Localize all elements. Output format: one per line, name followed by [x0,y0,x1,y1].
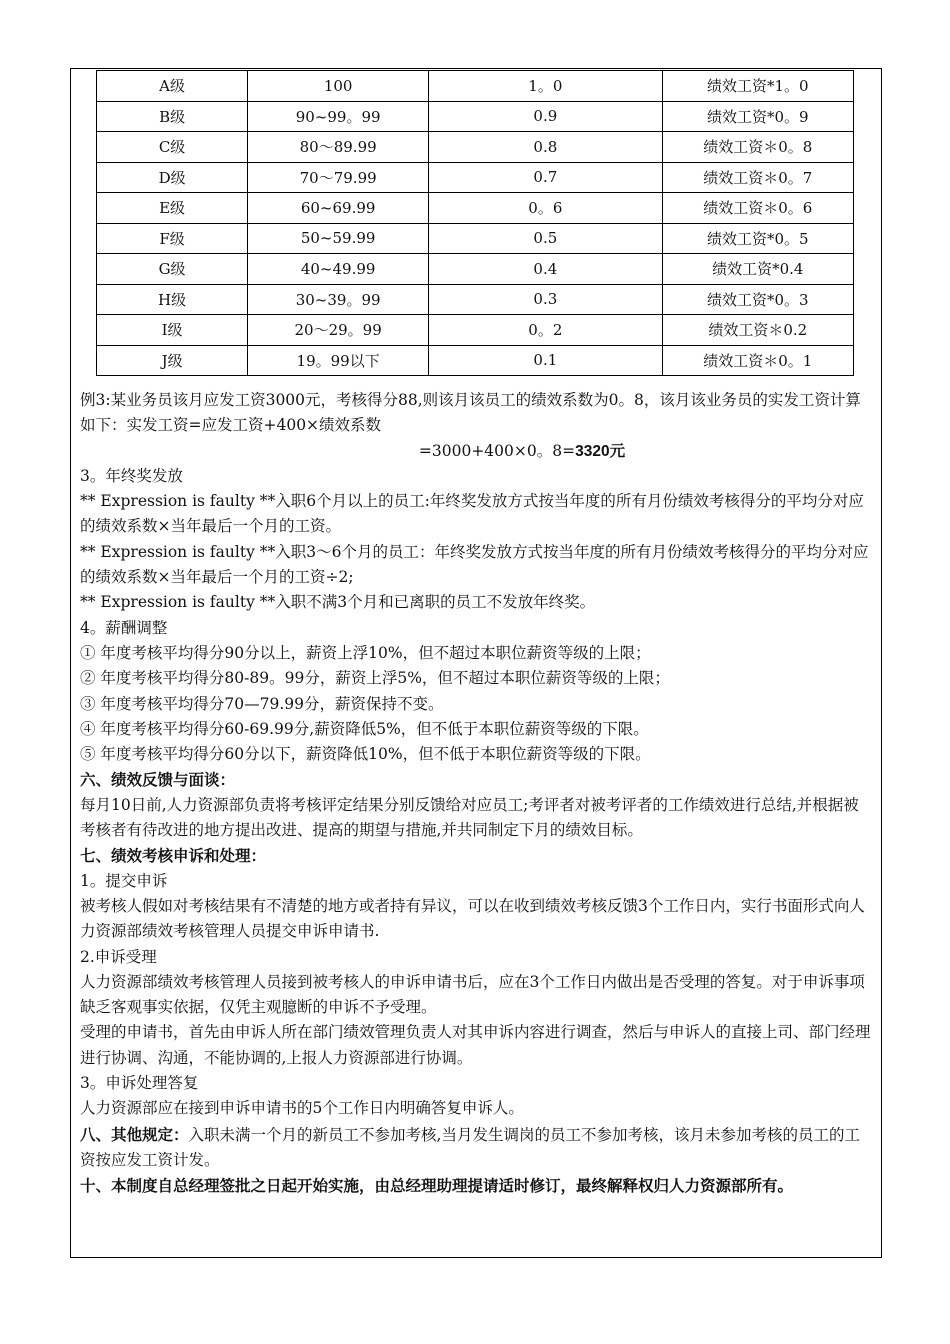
coefficient-cell: 0。6 [429,193,662,224]
coefficient-cell: 0.7 [429,162,662,193]
formula-cell: 绩效工资＊0。8 [662,132,853,163]
coefficient-cell: 0.3 [429,284,662,315]
section-8-heading: 八、其他规定： [80,1124,189,1144]
grade-cell: F级 [97,223,248,254]
salary-adjust-item: ① 年度考核平均得分90分以上，薪资上浮10%，但不超过本职位薪资等级的上限； [80,643,651,662]
section-7-sub3-text: 人力资源部应在接到申诉申请书的5个工作日内明确答复申诉人。 [80,1099,524,1118]
section-10-text: 十、本制度自总经理签批之日起开始实施，由总经理助理提请适时修订，最终解释权归人力资源部所有。 [80,1176,794,1196]
grade-cell: C级 [97,132,248,163]
formula-cell: 绩效工资*0。9 [662,101,853,132]
grade-row [97,254,854,285]
grade-row [97,315,854,346]
formula-cell: 绩效工资*0.4 [662,254,853,285]
grade-cell: E级 [97,193,248,224]
section-8-text: 入职未满一个月的新员工不参加考核,当月发生调岗的员工不参加考核，该月未参加考核的员工的工资按应发工资计发。 [80,1125,860,1169]
score-range-cell: 60~69.99 [248,193,429,224]
score-range-cell: 50~59.99 [248,223,429,254]
year-bonus-item-1: ** Expression is faulty **入职6个月以上的员工:年终奖发放方式按当年度的所有月份绩效考核得分的平均分对应的绩效系数×当年最后一个月的工资。 [80,492,864,536]
year-bonus-heading: 3。年终奖发放 [80,466,183,485]
section-7-sub3-heading: 3。申诉处理答复 [80,1074,199,1093]
grade-cell: G级 [97,254,248,285]
grade-cell: H级 [97,284,248,315]
score-range-cell: 90~99。99 [248,101,429,132]
score-range-cell: 40~49.99 [248,254,429,285]
example-text: 例3:某业务员该月应发工资3000元，考核得分88,则该月该员工的绩效系数为0。8，该月该业务员的实发工资计算如下：实发工资=应发工资+400×绩效系数 [80,391,861,435]
year-bonus-item-3: ** Expression is faulty **入职不满3个月和已离职的员工不发放年终奖。 [80,593,596,612]
grade-row [97,345,854,376]
formula-cell: 绩效工资＊0。6 [662,193,853,224]
formula-cell: 绩效工资*0。5 [662,223,853,254]
salary-adjust-item: ② 年度考核平均得分80-89。99分，薪资上浮5%，但不超过本职位薪资等级的上限； [80,669,670,688]
score-range-cell: 20～29。99 [248,315,429,346]
formula-cell: 绩效工资*1。0 [662,71,853,102]
formula-cell: 绩效工资＊0。1 [662,345,853,376]
section-7-sub2-heading: 2.申诉受理 [80,947,157,966]
salary-adjust-item: ③ 年度考核平均得分70—79.99分，薪资保持不变。 [80,694,444,713]
grade-cell: A级 [97,71,248,102]
formula-cell: 绩效工资＊0.2 [662,315,853,346]
section-7-sub2-text-2: 受理的申请书，首先由申诉人所在部门绩效管理负责人对其申诉内容进行调查，然后与申诉人的直接上司、部门经理进行协调、沟通，不能协调的,上报人力资源部进行协调。 [80,1023,871,1067]
coefficient-cell: 0.9 [429,101,662,132]
grade-row [97,71,854,102]
grade-table-body [97,71,854,376]
example-formula [80,439,874,464]
grade-cell: J级 [97,345,248,376]
coefficient-cell: 0.5 [429,223,662,254]
salary-adjust-item: ④ 年度考核平均得分60-69.99分,薪资降低5%，但不低于本职位薪资等级的下限。 [80,719,649,738]
salary-adjust-heading: 4。薪酬调整 [80,618,168,637]
grade-row [97,193,854,224]
section-6-text: 每月10日前,人力资源部负责将考核评定结果分别反馈给对应员工;考评者对被考评者的工作绩效进行总结,并根据被考核者有待改进的地方提出改进、提高的期望与措施,并共同制定下月的绩效目标。 [80,795,859,840]
example-formula-result: 3320元 [575,442,626,460]
document-body [80,388,874,1199]
section-7-heading: 七、绩效考核申诉和处理： [80,846,267,866]
section-7-sub1-heading: 1。提交申诉 [80,871,168,890]
grade-row [97,162,854,193]
formula-cell: 绩效工资*0。3 [662,284,853,315]
coefficient-cell: 0.4 [429,254,662,285]
coefficient-cell: 0.1 [429,345,662,376]
grade-row [97,132,854,163]
grade-cell: B级 [97,101,248,132]
section-7-sub2-text-1: 人力资源部绩效考核管理人员接到被考核人的申诉申请书后，应在3个工作日内做出是否受理的答复。对于申诉事项缺乏客观事实依据，仅凭主观臆断的申诉不予受理。 [80,972,865,1017]
salary-adjust-item: ⑤ 年度考核平均得分60分以下，薪资降低10%，但不低于本职位薪资等级的下限。 [80,745,651,764]
formula-cell: 绩效工资＊0。7 [662,162,853,193]
section-8 [80,1122,874,1174]
coefficient-cell: 0.8 [429,132,662,163]
example-formula-prefix: =3000+400×0。8= [418,441,576,460]
year-bonus-item-2: ** Expression is faulty **入职3～6个月的员工：年终奖发放方式按当年度的所有月份绩效考核得分的平均分对应的绩效系数×当年最后一个月的工资÷2; [80,542,869,587]
grade-cell: I级 [97,315,248,346]
score-range-cell: 30~39。99 [248,284,429,315]
coefficient-cell: 1。0 [429,71,662,102]
grade-table [96,70,854,376]
grade-row [97,101,854,132]
section-7-sub1-text: 被考核人假如对考核结果有不清楚的地方或者持有异议，可以在收到绩效考核反馈3个工作日内，实行书面形式向人力资源部绩效考核管理人员提交申诉申请书. [80,896,865,941]
score-range-cell: 80～89.99 [248,132,429,163]
section-6-heading: 六、绩效反馈与面谈： [80,770,236,790]
score-range-cell: 19。99以下 [248,345,429,376]
grade-cell: D级 [97,162,248,193]
coefficient-cell: 0。2 [429,315,662,346]
grade-row [97,284,854,315]
score-range-cell: 100 [248,71,429,102]
grade-row [97,223,854,254]
score-range-cell: 70～79.99 [248,162,429,193]
